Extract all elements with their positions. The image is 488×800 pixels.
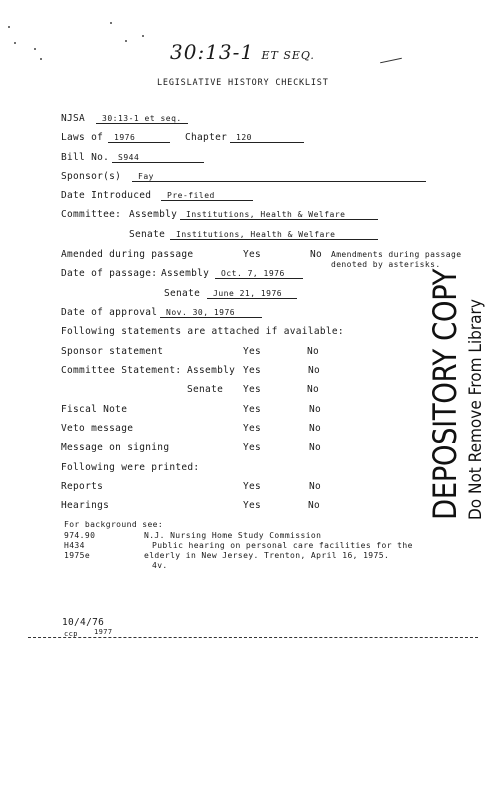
chapter-label: Chapter <box>185 132 228 143</box>
hearings-no: No <box>308 500 321 511</box>
background-line-2: Public hearing on personal care facilities for the <box>152 541 413 550</box>
background-call-number-1: 974.90 <box>64 531 96 540</box>
reports-label: Reports <box>61 481 104 492</box>
fiscal-note-yes: Yes <box>243 404 262 415</box>
date-introduced-label: Date Introduced <box>61 190 152 201</box>
printed-heading: Following were printed: <box>61 462 200 473</box>
passage-assembly-label: Assembly <box>161 268 210 279</box>
committee-assembly-value: Institutions, Health & Welfare <box>180 210 378 220</box>
committee-statement-label: Committee Statement: <box>61 365 182 376</box>
message-signing-no: No <box>309 442 322 453</box>
njsa-value: 30:13-1 et seq. <box>96 114 188 124</box>
committee-statement-assembly-no: No <box>308 365 321 376</box>
passage-senate-label: Senate <box>164 288 201 299</box>
sponsor-statement-label: Sponsor statement <box>61 346 164 357</box>
hearings-label: Hearings <box>61 500 110 511</box>
committee-senate-value: Institutions, Health & Welfare <box>170 230 378 240</box>
bill-no-label: Bill No. <box>61 152 110 163</box>
committee-statement-senate-label: Senate <box>187 384 224 395</box>
amended-note-line2: denoted by asterisks. <box>331 260 441 269</box>
footer-initials: ccp <box>64 630 78 638</box>
amended-note-line1: Amendments during passage <box>331 250 462 259</box>
laws-of-value: 1976 <box>108 133 170 143</box>
handwritten-suffix: ET SEQ. <box>261 49 315 62</box>
passage-label: Date of passage: <box>61 268 158 279</box>
pen-mark <box>380 58 402 64</box>
laws-of-label: Laws of <box>61 132 104 143</box>
background-call-number-2: H434 <box>64 541 85 550</box>
approval-label: Date of approval <box>61 307 158 318</box>
stamp-line-1: DEPOSITORY COPY <box>426 268 464 520</box>
amended-label: Amended during passage <box>61 249 194 260</box>
stamp-line-2: Do Not Remove From Library <box>466 299 486 520</box>
approval-value: Nov. 30, 1976 <box>160 308 262 318</box>
footer-dashed-line <box>28 637 478 638</box>
date-introduced-value: Pre-filed <box>161 191 253 201</box>
background-heading: For background see: <box>64 520 164 529</box>
hearings-yes: Yes <box>243 500 262 511</box>
fiscal-note-label: Fiscal Note <box>61 404 128 415</box>
committee-senate-label: Senate <box>129 229 166 240</box>
footer-date: 10/4/76 <box>62 617 105 628</box>
document-title: LEGISLATIVE HISTORY CHECKLIST <box>157 78 329 88</box>
fiscal-note-no: No <box>309 404 322 415</box>
scan-speck <box>110 22 112 24</box>
handwritten-header <box>170 40 315 64</box>
committee-statement-assembly-yes: Yes <box>243 365 262 376</box>
chapter-value: 120 <box>230 133 304 143</box>
committee-statement-assembly-label: Assembly <box>187 365 236 376</box>
veto-message-no: No <box>309 423 322 434</box>
amended-no: No <box>310 249 323 260</box>
committee-assembly-label: Assembly <box>129 209 178 220</box>
background-line-3: elderly in New Jersey. Trenton, April 16, 1975. <box>144 551 390 560</box>
background-call-number-3: 1975e <box>64 551 91 560</box>
reports-no: No <box>309 481 322 492</box>
veto-message-yes: Yes <box>243 423 262 434</box>
background-line-4: 4v. <box>152 561 168 570</box>
message-signing-label: Message on signing <box>61 442 170 453</box>
scan-speck <box>8 26 10 28</box>
scan-speck <box>142 35 144 37</box>
footer-year: 1977 <box>94 628 113 636</box>
depository-stamp <box>428 228 486 520</box>
passage-assembly-value: Oct. 7, 1976 <box>215 269 303 279</box>
sponsors-value: Fay <box>132 172 426 182</box>
reports-yes: Yes <box>243 481 262 492</box>
statements-heading: Following statements are attached if available: <box>61 326 344 337</box>
background-line-1: N.J. Nursing Home Study Commission <box>144 531 322 540</box>
committee-statement-senate-no: No <box>307 384 320 395</box>
scan-speck <box>34 48 36 50</box>
bill-no-value: S944 <box>112 153 204 163</box>
scan-speck <box>125 40 127 42</box>
message-signing-yes: Yes <box>243 442 262 453</box>
veto-message-label: Veto message <box>61 423 134 434</box>
njsa-label: NJSA <box>61 113 86 124</box>
sponsors-label: Sponsor(s) <box>61 171 122 182</box>
scan-speck <box>40 58 42 60</box>
handwritten-citation: 30:13-1 <box>170 40 255 64</box>
amended-yes: Yes <box>243 249 262 260</box>
passage-senate-value: June 21, 1976 <box>207 289 297 299</box>
committee-statement-senate-yes: Yes <box>243 384 262 395</box>
sponsor-statement-yes: Yes <box>243 346 262 357</box>
committee-label: Committee: <box>61 209 122 220</box>
sponsor-statement-no: No <box>307 346 320 357</box>
scan-speck <box>14 42 16 44</box>
